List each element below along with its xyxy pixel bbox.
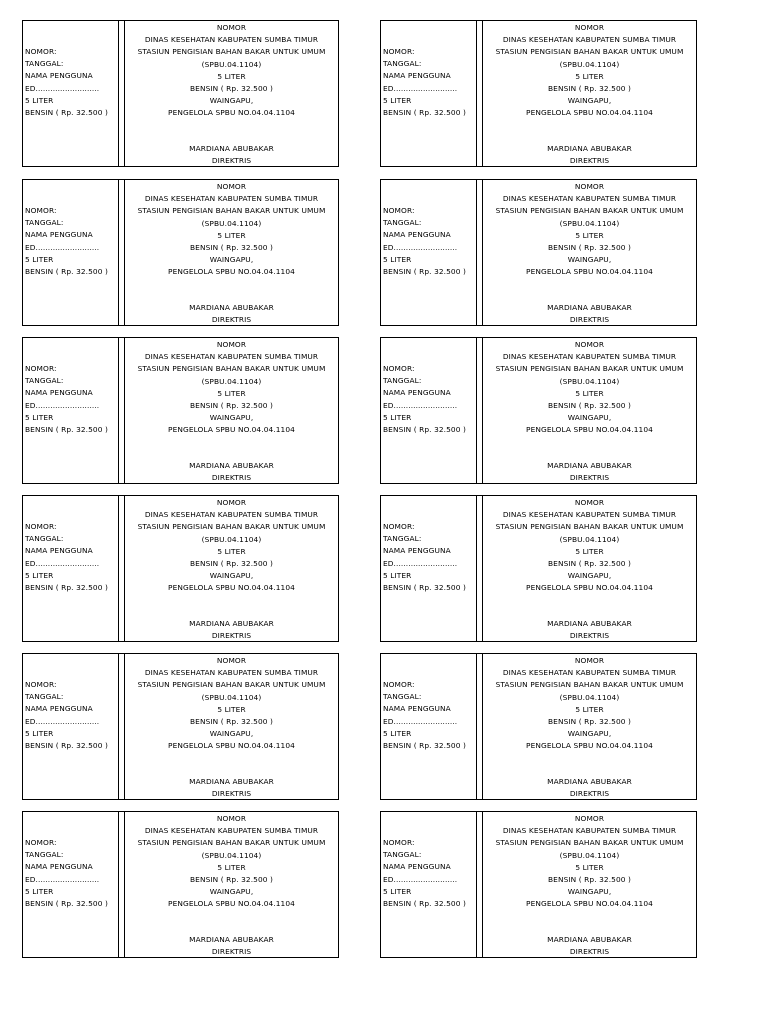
main-nomor-label: NOMOR <box>574 814 605 823</box>
stub-nama-pengguna-label: NAMA PENGGUNA <box>383 862 451 872</box>
main-spbu-code: (SPBU.04.1104) <box>559 534 620 544</box>
signatory-title: DIREKTRIS <box>569 156 610 166</box>
main-kota-text: WAINGAPU, <box>567 887 612 897</box>
main-nomor-label: NOMOR <box>574 340 605 349</box>
main-nomor-label: NOMOR <box>574 182 605 191</box>
main-kota-text: WAINGAPU, <box>567 571 612 581</box>
stub-liter-text: 5 LITER <box>383 570 412 580</box>
coupon-signature-block <box>125 460 338 484</box>
fuel-coupon-2 <box>380 20 697 167</box>
stub-nama-pengguna-label: NAMA PENGGUNA <box>383 546 451 556</box>
signatory-title: DIREKTRIS <box>569 631 610 641</box>
stub-fields <box>383 205 475 278</box>
main-liter-text: 5 LITER <box>217 71 246 81</box>
main-spbu-code: (SPBU.04.1104) <box>201 376 262 386</box>
stub-nama-pengguna-label: NAMA PENGGUNA <box>25 230 93 240</box>
coupon-stub <box>23 812 119 957</box>
main-nomor-label: NOMOR <box>574 656 605 665</box>
coupon-main <box>125 180 338 325</box>
coupon-main-header <box>483 655 696 753</box>
stub-liter-text: 5 LITER <box>383 728 412 738</box>
main-dinas-text: DINAS KESEHATAN KABUPATEN SUMBA TIMUR <box>144 352 319 362</box>
stub-bensin-text: BENSIN ( Rp. 32.500 ) <box>25 266 108 276</box>
main-dinas-text: DINAS KESEHATAN KABUPATEN SUMBA TIMUR <box>502 668 677 678</box>
stub-bensin-text: BENSIN ( Rp. 32.500 ) <box>383 582 466 592</box>
stub-ed-field: ED.......................... <box>383 874 458 884</box>
stub-fields <box>383 679 475 752</box>
stub-liter-text: 5 LITER <box>25 886 54 896</box>
main-kota-text: WAINGAPU, <box>567 96 612 106</box>
main-dinas-text: DINAS KESEHATAN KABUPATEN SUMBA TIMUR <box>502 35 677 45</box>
fuel-coupon-3 <box>22 179 339 326</box>
coupon-signature-block <box>483 143 696 167</box>
fuel-coupon-7 <box>22 495 339 642</box>
main-pengelola-text: PENGELOLA SPBU NO.04.04.1104 <box>168 267 295 277</box>
main-liter-text: 5 LITER <box>575 388 604 398</box>
stub-nomor-label: NOMOR: <box>383 364 415 373</box>
main-nomor-label: NOMOR <box>216 814 247 823</box>
coupon-signature-block <box>483 776 696 800</box>
coupon-main-header <box>125 339 338 437</box>
fuel-coupon-1 <box>22 20 339 167</box>
stub-tanggal-label: TANGGAL: <box>25 376 64 386</box>
stub-ed-field: ED.......................... <box>25 716 100 726</box>
main-pengelola-text: PENGELOLA SPBU NO.04.04.1104 <box>168 425 295 435</box>
signatory-name: MARDIANA ABUBAKAR <box>189 619 274 628</box>
main-nomor-label: NOMOR <box>574 498 605 507</box>
stub-liter-text: 5 LITER <box>25 728 54 738</box>
main-dinas-text: DINAS KESEHATAN KABUPATEN SUMBA TIMUR <box>144 826 319 836</box>
main-spbu-code: (SPBU.04.1104) <box>201 534 262 544</box>
stub-liter-text: 5 LITER <box>383 95 412 105</box>
main-bensin-text: BENSIN ( Rp. 32.500 ) <box>548 400 631 410</box>
main-liter-text: 5 LITER <box>217 230 246 240</box>
main-dinas-text: DINAS KESEHATAN KABUPATEN SUMBA TIMUR <box>502 352 677 362</box>
main-spbu-code: (SPBU.04.1104) <box>559 850 620 860</box>
main-pengelola-text: PENGELOLA SPBU NO.04.04.1104 <box>168 741 295 751</box>
stub-nomor-label: NOMOR: <box>383 206 415 215</box>
coupon-stub <box>381 338 477 483</box>
main-stasiun-text: STASIUN PENGISIAN BAHAN BAKAR UNTUK UMUM <box>495 522 684 532</box>
stub-nama-pengguna-label: NAMA PENGGUNA <box>25 862 93 872</box>
stub-ed-field: ED.......................... <box>25 242 100 252</box>
main-nomor-label: NOMOR <box>216 340 247 349</box>
main-liter-text: 5 LITER <box>575 71 604 81</box>
fuel-coupon-11 <box>22 811 339 958</box>
coupon-main <box>125 812 338 957</box>
coupon-stub <box>23 496 119 641</box>
main-kota-text: WAINGAPU, <box>567 413 612 423</box>
coupon-main <box>125 496 338 641</box>
main-pengelola-text: PENGELOLA SPBU NO.04.04.1104 <box>526 583 653 593</box>
coupon-signature-block <box>483 618 696 642</box>
coupon-main-header <box>483 339 696 437</box>
stub-ed-field: ED.......................... <box>383 83 458 93</box>
main-pengelola-text: PENGELOLA SPBU NO.04.04.1104 <box>168 108 295 118</box>
signatory-title: DIREKTRIS <box>211 631 252 641</box>
fuel-coupon-5 <box>22 337 339 484</box>
main-liter-text: 5 LITER <box>217 546 246 556</box>
main-kota-text: WAINGAPU, <box>209 413 254 423</box>
fuel-coupon-6 <box>380 337 697 484</box>
signatory-name: MARDIANA ABUBAKAR <box>547 303 632 312</box>
main-dinas-text: DINAS KESEHATAN KABUPATEN SUMBA TIMUR <box>144 35 319 45</box>
main-nomor-label: NOMOR <box>216 23 247 32</box>
coupon-signature-block <box>483 302 696 326</box>
stub-fields <box>383 837 475 910</box>
main-dinas-text: DINAS KESEHATAN KABUPATEN SUMBA TIMUR <box>502 826 677 836</box>
main-pengelola-text: PENGELOLA SPBU NO.04.04.1104 <box>526 425 653 435</box>
coupon-main <box>483 338 696 483</box>
main-nomor-label: NOMOR <box>574 23 605 32</box>
coupon-main <box>483 21 696 166</box>
coupon-main <box>483 812 696 957</box>
stub-nomor-label: NOMOR: <box>25 364 57 373</box>
main-bensin-text: BENSIN ( Rp. 32.500 ) <box>548 716 631 726</box>
stub-ed-field: ED.......................... <box>383 242 458 252</box>
coupon-main <box>125 21 338 166</box>
stub-fields <box>25 46 117 119</box>
stub-liter-text: 5 LITER <box>25 95 54 105</box>
main-bensin-text: BENSIN ( Rp. 32.500 ) <box>548 242 631 252</box>
main-kota-text: WAINGAPU, <box>567 255 612 265</box>
coupon-main-header <box>125 22 338 120</box>
stub-bensin-text: BENSIN ( Rp. 32.500 ) <box>383 107 466 117</box>
main-bensin-text: BENSIN ( Rp. 32.500 ) <box>190 83 273 93</box>
signatory-name: MARDIANA ABUBAKAR <box>189 461 274 470</box>
coupon-stub <box>381 180 477 325</box>
main-liter-text: 5 LITER <box>217 388 246 398</box>
coupon-main <box>483 654 696 799</box>
main-dinas-text: DINAS KESEHATAN KABUPATEN SUMBA TIMUR <box>144 668 319 678</box>
signatory-title: DIREKTRIS <box>569 473 610 483</box>
main-spbu-code: (SPBU.04.1104) <box>559 59 620 69</box>
signatory-name: MARDIANA ABUBAKAR <box>547 777 632 786</box>
stub-bensin-text: BENSIN ( Rp. 32.500 ) <box>383 266 466 276</box>
main-stasiun-text: STASIUN PENGISIAN BAHAN BAKAR UNTUK UMUM <box>137 206 326 216</box>
stub-nomor-label: NOMOR: <box>25 47 57 56</box>
coupon-stub <box>381 496 477 641</box>
coupon-stub <box>23 654 119 799</box>
stub-ed-field: ED.......................... <box>25 83 100 93</box>
fuel-coupon-8 <box>380 495 697 642</box>
main-spbu-code: (SPBU.04.1104) <box>201 692 262 702</box>
stub-nama-pengguna-label: NAMA PENGGUNA <box>25 388 93 398</box>
stub-bensin-text: BENSIN ( Rp. 32.500 ) <box>383 898 466 908</box>
main-liter-text: 5 LITER <box>575 230 604 240</box>
main-kota-text: WAINGAPU, <box>209 887 254 897</box>
stub-liter-text: 5 LITER <box>383 412 412 422</box>
stub-bensin-text: BENSIN ( Rp. 32.500 ) <box>25 898 108 908</box>
stub-nama-pengguna-label: NAMA PENGGUNA <box>25 704 93 714</box>
stub-nomor-label: NOMOR: <box>25 206 57 215</box>
coupon-main <box>483 180 696 325</box>
coupon-signature-block <box>125 776 338 800</box>
stub-tanggal-label: TANGGAL: <box>383 534 422 544</box>
stub-liter-text: 5 LITER <box>25 254 54 264</box>
main-dinas-text: DINAS KESEHATAN KABUPATEN SUMBA TIMUR <box>144 194 319 204</box>
main-stasiun-text: STASIUN PENGISIAN BAHAN BAKAR UNTUK UMUM <box>495 206 684 216</box>
main-spbu-code: (SPBU.04.1104) <box>559 692 620 702</box>
main-bensin-text: BENSIN ( Rp. 32.500 ) <box>190 716 273 726</box>
main-kota-text: WAINGAPU, <box>209 255 254 265</box>
stub-nama-pengguna-label: NAMA PENGGUNA <box>25 71 93 81</box>
stub-nomor-label: NOMOR: <box>25 680 57 689</box>
coupon-stub <box>381 21 477 166</box>
stub-bensin-text: BENSIN ( Rp. 32.500 ) <box>25 424 108 434</box>
signatory-title: DIREKTRIS <box>211 473 252 483</box>
coupon-main-header <box>125 655 338 753</box>
coupon-main-header <box>125 181 338 279</box>
stub-ed-field: ED.......................... <box>25 400 100 410</box>
stub-nomor-label: NOMOR: <box>383 47 415 56</box>
stub-fields <box>25 521 117 594</box>
coupon-signature-block <box>483 934 696 958</box>
main-stasiun-text: STASIUN PENGISIAN BAHAN BAKAR UNTUK UMUM <box>495 364 684 374</box>
main-nomor-label: NOMOR <box>216 498 247 507</box>
stub-tanggal-label: TANGGAL: <box>25 850 64 860</box>
coupon-main-header <box>483 813 696 911</box>
stub-fields <box>383 363 475 436</box>
stub-tanggal-label: TANGGAL: <box>383 59 422 69</box>
main-dinas-text: DINAS KESEHATAN KABUPATEN SUMBA TIMUR <box>502 510 677 520</box>
main-pengelola-text: PENGELOLA SPBU NO.04.04.1104 <box>168 583 295 593</box>
stub-nama-pengguna-label: NAMA PENGGUNA <box>383 388 451 398</box>
coupon-stub <box>23 21 119 166</box>
fuel-coupon-12 <box>380 811 697 958</box>
signatory-name: MARDIANA ABUBAKAR <box>547 461 632 470</box>
main-dinas-text: DINAS KESEHATAN KABUPATEN SUMBA TIMUR <box>502 194 677 204</box>
main-nomor-label: NOMOR <box>216 656 247 665</box>
coupon-main-header <box>483 497 696 595</box>
main-liter-text: 5 LITER <box>217 704 246 714</box>
main-bensin-text: BENSIN ( Rp. 32.500 ) <box>190 558 273 568</box>
main-bensin-text: BENSIN ( Rp. 32.500 ) <box>190 242 273 252</box>
main-spbu-code: (SPBU.04.1104) <box>201 59 262 69</box>
coupon-main-header <box>483 22 696 120</box>
fuel-coupon-9 <box>22 653 339 800</box>
main-spbu-code: (SPBU.04.1104) <box>201 850 262 860</box>
stub-fields <box>25 837 117 910</box>
signatory-name: MARDIANA ABUBAKAR <box>547 144 632 153</box>
stub-nomor-label: NOMOR: <box>383 522 415 531</box>
coupon-stub <box>381 654 477 799</box>
signatory-name: MARDIANA ABUBAKAR <box>189 303 274 312</box>
main-bensin-text: BENSIN ( Rp. 32.500 ) <box>548 558 631 568</box>
main-stasiun-text: STASIUN PENGISIAN BAHAN BAKAR UNTUK UMUM <box>137 522 326 532</box>
stub-bensin-text: BENSIN ( Rp. 32.500 ) <box>25 107 108 117</box>
stub-liter-text: 5 LITER <box>383 254 412 264</box>
coupon-main <box>125 338 338 483</box>
main-spbu-code: (SPBU.04.1104) <box>559 376 620 386</box>
stub-bensin-text: BENSIN ( Rp. 32.500 ) <box>25 582 108 592</box>
signatory-title: DIREKTRIS <box>211 156 252 166</box>
stub-bensin-text: BENSIN ( Rp. 32.500 ) <box>383 740 466 750</box>
stub-ed-field: ED.......................... <box>383 558 458 568</box>
main-kota-text: WAINGAPU, <box>209 571 254 581</box>
coupon-main <box>483 496 696 641</box>
main-bensin-text: BENSIN ( Rp. 32.500 ) <box>190 874 273 884</box>
stub-tanggal-label: TANGGAL: <box>383 850 422 860</box>
stub-liter-text: 5 LITER <box>25 412 54 422</box>
stub-tanggal-label: TANGGAL: <box>383 218 422 228</box>
stub-tanggal-label: TANGGAL: <box>383 692 422 702</box>
coupon-main-header <box>125 497 338 595</box>
stub-tanggal-label: TANGGAL: <box>25 692 64 702</box>
main-stasiun-text: STASIUN PENGISIAN BAHAN BAKAR UNTUK UMUM <box>495 680 684 690</box>
coupon-signature-block <box>125 934 338 958</box>
stub-bensin-text: BENSIN ( Rp. 32.500 ) <box>383 424 466 434</box>
stub-nomor-label: NOMOR: <box>25 838 57 847</box>
main-stasiun-text: STASIUN PENGISIAN BAHAN BAKAR UNTUK UMUM <box>137 680 326 690</box>
stub-liter-text: 5 LITER <box>25 570 54 580</box>
main-kota-text: WAINGAPU, <box>567 729 612 739</box>
coupon-main-header <box>125 813 338 911</box>
coupon-stub <box>381 812 477 957</box>
coupon-signature-block <box>125 302 338 326</box>
stub-ed-field: ED.......................... <box>383 716 458 726</box>
main-liter-text: 5 LITER <box>575 546 604 556</box>
main-liter-text: 5 LITER <box>217 862 246 872</box>
coupon-main <box>125 654 338 799</box>
main-stasiun-text: STASIUN PENGISIAN BAHAN BAKAR UNTUK UMUM <box>495 47 684 57</box>
stub-fields <box>383 521 475 594</box>
stub-tanggal-label: TANGGAL: <box>25 534 64 544</box>
stub-nama-pengguna-label: NAMA PENGGUNA <box>25 546 93 556</box>
coupon-signature-block <box>125 618 338 642</box>
main-pengelola-text: PENGELOLA SPBU NO.04.04.1104 <box>526 267 653 277</box>
stub-nomor-label: NOMOR: <box>383 838 415 847</box>
main-bensin-text: BENSIN ( Rp. 32.500 ) <box>548 83 631 93</box>
signatory-title: DIREKTRIS <box>211 789 252 799</box>
signatory-title: DIREKTRIS <box>569 947 610 957</box>
main-pengelola-text: PENGELOLA SPBU NO.04.04.1104 <box>526 741 653 751</box>
coupon-main-header <box>483 181 696 279</box>
stub-nama-pengguna-label: NAMA PENGGUNA <box>383 71 451 81</box>
coupon-signature-block <box>483 460 696 484</box>
main-pengelola-text: PENGELOLA SPBU NO.04.04.1104 <box>168 899 295 909</box>
stub-fields <box>25 363 117 436</box>
signatory-title: DIREKTRIS <box>211 315 252 325</box>
stub-fields <box>25 679 117 752</box>
signatory-title: DIREKTRIS <box>211 947 252 957</box>
stub-tanggal-label: TANGGAL: <box>25 218 64 228</box>
stub-fields <box>383 46 475 119</box>
fuel-coupon-4 <box>380 179 697 326</box>
signatory-name: MARDIANA ABUBAKAR <box>189 935 274 944</box>
signatory-title: DIREKTRIS <box>569 315 610 325</box>
main-spbu-code: (SPBU.04.1104) <box>201 218 262 228</box>
stub-tanggal-label: TANGGAL: <box>383 376 422 386</box>
main-kota-text: WAINGAPU, <box>209 96 254 106</box>
coupon-signature-block <box>125 143 338 167</box>
main-nomor-label: NOMOR <box>216 182 247 191</box>
signatory-title: DIREKTRIS <box>569 789 610 799</box>
signatory-name: MARDIANA ABUBAKAR <box>547 935 632 944</box>
fuel-coupon-10 <box>380 653 697 800</box>
main-stasiun-text: STASIUN PENGISIAN BAHAN BAKAR UNTUK UMUM <box>137 838 326 848</box>
main-bensin-text: BENSIN ( Rp. 32.500 ) <box>548 874 631 884</box>
main-pengelola-text: PENGELOLA SPBU NO.04.04.1104 <box>526 108 653 118</box>
stub-tanggal-label: TANGGAL: <box>25 59 64 69</box>
main-stasiun-text: STASIUN PENGISIAN BAHAN BAKAR UNTUK UMUM <box>137 47 326 57</box>
signatory-name: MARDIANA ABUBAKAR <box>547 619 632 628</box>
main-bensin-text: BENSIN ( Rp. 32.500 ) <box>190 400 273 410</box>
main-pengelola-text: PENGELOLA SPBU NO.04.04.1104 <box>526 899 653 909</box>
coupon-stub <box>23 338 119 483</box>
stub-liter-text: 5 LITER <box>383 886 412 896</box>
main-spbu-code: (SPBU.04.1104) <box>559 218 620 228</box>
stub-nomor-label: NOMOR: <box>383 680 415 689</box>
main-stasiun-text: STASIUN PENGISIAN BAHAN BAKAR UNTUK UMUM <box>137 364 326 374</box>
main-liter-text: 5 LITER <box>575 862 604 872</box>
main-liter-text: 5 LITER <box>575 704 604 714</box>
main-stasiun-text: STASIUN PENGISIAN BAHAN BAKAR UNTUK UMUM <box>495 838 684 848</box>
stub-ed-field: ED.......................... <box>25 558 100 568</box>
stub-nomor-label: NOMOR: <box>25 522 57 531</box>
stub-bensin-text: BENSIN ( Rp. 32.500 ) <box>25 740 108 750</box>
signatory-name: MARDIANA ABUBAKAR <box>189 777 274 786</box>
coupon-stub <box>23 180 119 325</box>
stub-nama-pengguna-label: NAMA PENGGUNA <box>383 230 451 240</box>
stub-nama-pengguna-label: NAMA PENGGUNA <box>383 704 451 714</box>
signatory-name: MARDIANA ABUBAKAR <box>189 144 274 153</box>
main-dinas-text: DINAS KESEHATAN KABUPATEN SUMBA TIMUR <box>144 510 319 520</box>
stub-ed-field: ED.......................... <box>383 400 458 410</box>
stub-fields <box>25 205 117 278</box>
stub-ed-field: ED.......................... <box>25 874 100 884</box>
main-kota-text: WAINGAPU, <box>209 729 254 739</box>
